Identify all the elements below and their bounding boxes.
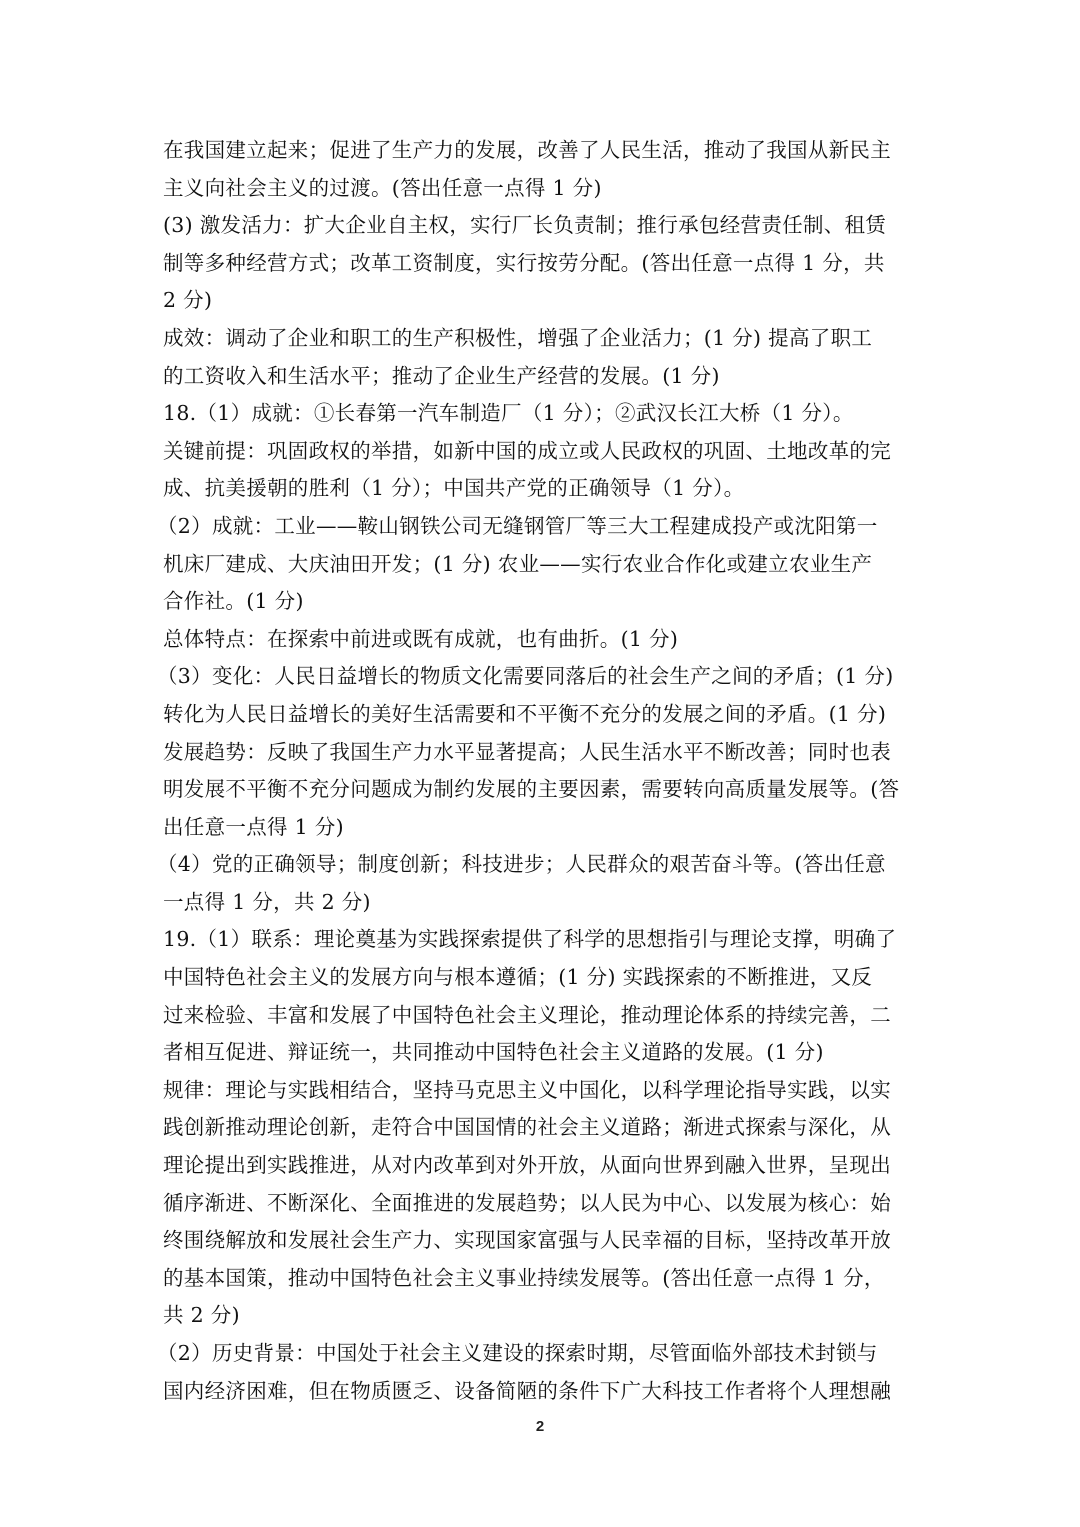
text-line: 者相互促进、辩证统一，共同推动中国特色社会主义道路的发展。(1 分): [163, 1040, 824, 1065]
text-line: 主义向社会主义的过渡。(答出任意一点得 1 分): [163, 175, 602, 200]
text-line: 过来检验、丰富和发展了中国特色社会主义理论，推动理论体系的持续完善，二: [163, 1002, 891, 1027]
text-line: 合作社。(1 分): [163, 589, 304, 614]
text-line: 转化为人民日益增长的美好生活需要和不平衡不充分的发展之间的矛盾。(1 分): [163, 701, 887, 726]
text-line: 2 分): [163, 288, 213, 313]
text-line: （2）历史背景：中国处于社会主义建设的探索时期，尽管面临外部技术封锁与: [157, 1341, 878, 1365]
text-line: （2）成就：工业——鞍山钢铁公司无缝钢管厂等三大工程建成投产或沈阳第一: [157, 513, 878, 538]
text-line: 成效：调动了企业和职工的生产积极性，增强了企业活力；(1 分) 提高了职工: [163, 325, 873, 350]
text-line: 的基本国策，推动中国特色社会主义事业持续发展等。(答出任意一点得 1 分，: [163, 1265, 885, 1290]
text-line: (3) 激发活力：扩大企业自主权，实行厂长负责制；推行承包经营责任制、租赁: [163, 213, 887, 238]
text-line: 在我国建立起来；促进了生产力的发展，改善了人民生活，推动了我国从新民主: [163, 138, 891, 162]
text-line: 总体特点：在探索中前进或既有成就，也有曲折。(1 分): [163, 626, 679, 651]
text-line: 发展趋势：反映了我国生产力水平显著提高；人民生活水平不断改善；同时也表: [163, 739, 891, 764]
page-number: 2: [535, 1418, 545, 1435]
text-line: 明发展不平衡不充分问题成为制约发展的主要因素，需要转向高质量发展等。(答: [163, 777, 900, 802]
text-line: 一点得 1 分，共 2 分): [163, 889, 371, 914]
text-line: （4）党的正确领导；制度创新；科技进步；人民群众的艰苦奋斗等。(答出任意: [157, 852, 886, 877]
text-line: 中国特色社会主义的发展方向与根本遵循；(1 分) 实践探索的不断推进，又反: [163, 965, 873, 990]
question-19-heading: 19.（1）联系：理论奠基为实践探索提供了科学的思想指引与理论支撑，明确了: [163, 927, 897, 952]
text-line: 机床厂建成、大庆油田开发；(1 分) 农业——实行农业合作化或建立农业生产: [163, 551, 873, 576]
text-line: 规律：理论与实践相结合，坚持马克思主义中国化，以科学理论指导实践，以实: [163, 1077, 891, 1102]
text-line: （3）变化：人民日益增长的物质文化需要同落后的社会生产之间的矛盾；(1 分): [157, 664, 894, 689]
text-line: 关键前提：巩固政权的举措，如新中国的成立或人民政权的巩固、土地改革的完: [163, 438, 891, 463]
text-line: 成、抗美援朝的胜利（1 分）；中国共产党的正确领导（1 分）。: [163, 476, 745, 501]
text-line: 制等多种经营方式；改革工资制度，实行按劳分配。(答出任意一点得 1 分，共: [163, 250, 885, 275]
text-line: 践创新推动理论创新，走符合中国国情的社会主义道路；渐进式探索与深化，从: [163, 1115, 891, 1140]
text-line: 共 2 分): [163, 1303, 240, 1328]
document-body: [157, 132, 923, 1410]
question-18-heading: 18.（1）成就：①长春第一汽车制造厂（1 分）；②武汉长江大桥（1 分）。: [163, 401, 854, 426]
text-line: 理论提出到实践推进，从对内改革到对外开放，从面向世界到融入世界，呈现出: [163, 1153, 891, 1178]
text-line: 循序渐进、不断深化、全面推进的发展趋势；以人民为中心、以发展为核心：始: [163, 1190, 891, 1215]
text-line: 的工资收入和生活水平；推动了企业生产经营的发展。(1 分): [163, 363, 720, 388]
text-line: 终围绕解放和发展社会生产力、实现国家富强与人民幸福的目标，坚持改革开放: [163, 1228, 891, 1253]
text-line: 国内经济困难，但在物质匮乏、设备简陋的条件下广大科技工作者将个人理想融: [163, 1378, 891, 1403]
text-line: 出任意一点得 1 分): [163, 814, 344, 839]
